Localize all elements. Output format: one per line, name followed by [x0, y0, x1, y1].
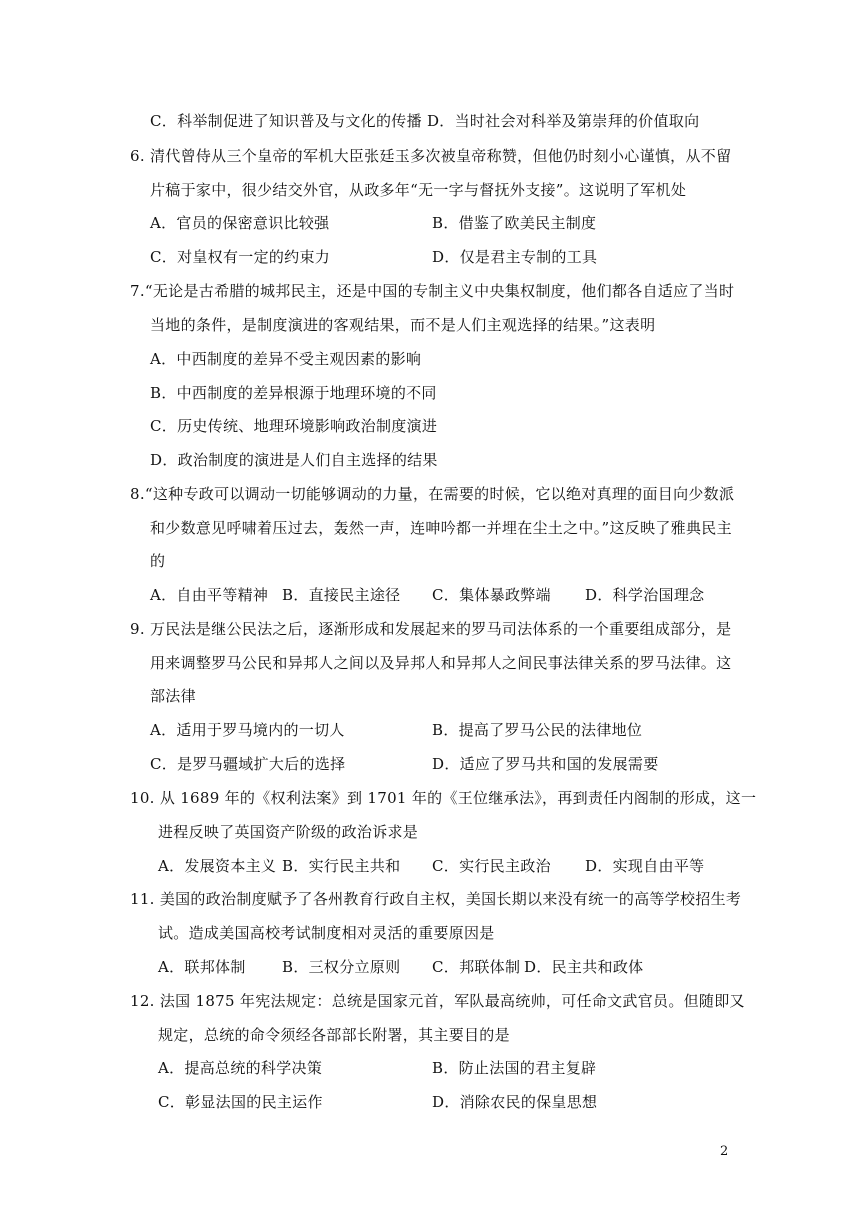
- q10-stem-line1: 10. 从 1689 年的《权利法案》到 1701 年的《王位继承法》，再到责任内阁制的形成，这一: [130, 789, 757, 807]
- q9-stem-line2: 用来调整罗马公民和异邦人之间以及异邦人和异邦人之间民事法律关系的罗马法律。这: [150, 654, 732, 672]
- q8-option-b: B．直接民主途径: [282, 586, 401, 604]
- q7-option-a: A．中西制度的差异不受主观因素的影响: [150, 350, 422, 368]
- q8-option-d: D．科学治国理念: [585, 586, 705, 604]
- q6-option-b: B．借鉴了欧美民主制度: [432, 214, 597, 232]
- q11-option-d: D．民主共和政体: [524, 958, 644, 976]
- q6-option-c: C．对皇权有一定的约束力: [150, 248, 331, 266]
- q12-option-b: B．防止法国的君主复辟: [432, 1059, 597, 1077]
- q10-option-b: B．实行民主共和: [282, 857, 401, 875]
- q11-option-b: B．三权分立原则: [282, 958, 401, 976]
- q8-stem-line1: 8.“这种专政可以调动一切能够调动的力量，在需要的时候，它以绝对真理的面目向少数派: [130, 485, 735, 503]
- q9-option-a: A．适用于罗马境内的一切人: [150, 721, 345, 739]
- q10-option-a: A．发展资本主义: [158, 857, 277, 875]
- q7-option-d: D．政治制度的演进是人们自主选择的结果: [150, 451, 438, 469]
- q7-stem-line2: 当地的条件，是制度演进的客观结果，而不是人们主观选择的结果。”这表明: [150, 316, 656, 334]
- q11-stem-line2: 试。造成美国高校考试制度相对灵活的重要原因是: [158, 924, 495, 942]
- q9-option-d: D．适应了罗马共和国的发展需要: [432, 755, 659, 773]
- q10-option-c: C．实行民主政治: [432, 857, 551, 875]
- q9-stem-line3: 部法律: [150, 687, 196, 705]
- q11-option-a: A．联邦体制: [158, 958, 246, 976]
- q12-option-a: A．提高总统的科学决策: [158, 1059, 323, 1077]
- q12-stem-line1: 12. 法国 1875 年宪法规定：总统是国家元首，军队最高统帅，可任命文武官员。但随即又: [130, 992, 745, 1010]
- q11-stem-line1: 11. 美国的政治制度赋予了各州教育行政自主权，美国长期以来没有统一的高等学校招生考: [130, 890, 742, 908]
- q6-option-a: A．官员的保密意识比较强: [150, 214, 330, 232]
- q9-option-b: B．提高了罗马公民的法律地位: [432, 721, 643, 739]
- q7-option-b: B．中西制度的差异根源于地理环境的不同: [150, 384, 437, 402]
- q6-option-d: D．仅是君主专制的工具: [432, 248, 598, 266]
- q6-stem-line2: 片稿于家中，很少结交外官，从政多年“无一字与督抚外支接”。这说明了军机处: [150, 181, 687, 199]
- q7-stem-line1: 7.“无论是古希腊的城邦民主，还是中国的专制主义中央集权制度，他们都各自适应了当时: [130, 282, 735, 300]
- q11-option-c: C．邦联体制: [432, 958, 521, 976]
- q9-stem-line1: 9. 万民法是继公民法之后，逐渐形成和发展起来的罗马司法体系的一个重要组成部分，是: [130, 620, 732, 638]
- q10-stem-line2: 进程反映了英国资产阶级的政治诉求是: [158, 823, 419, 841]
- q7-option-c: C．历史传统、地理环境影响政治制度演进: [150, 417, 438, 435]
- q8-option-a: A．自由平等精神: [150, 586, 269, 604]
- q12-option-c: C．彰显法国的民主运作: [158, 1093, 323, 1111]
- q8-stem-line3: 的: [150, 552, 166, 570]
- q8-stem-line2: 和少数意见呼啸着压过去，轰然一声，连呻吟都一并埋在尘土之中。”这反映了雅典民主: [150, 519, 732, 537]
- page-number: 2: [720, 1144, 729, 1159]
- q10-option-d: D．实现自由平等: [585, 857, 705, 875]
- q12-stem-line2: 规定，总统的命令须经各部部长附署，其主要目的是: [158, 1026, 510, 1044]
- q9-option-c: C．是罗马疆域扩大后的选择: [150, 755, 346, 773]
- q12-option-d: D．消除农民的保皇思想: [432, 1093, 598, 1111]
- q6-stem-line1: 6. 清代曾侍从三个皇帝的军机大臣张廷玉多次被皇帝称赞，但他仍时刻小心谨慎，从不留: [130, 147, 732, 165]
- q8-option-c: C．集体暴政弊端: [432, 586, 551, 604]
- q5-option-c: C．科举制促进了知识普及与文化的传播 D．当时社会对科举及第崇拜的价值取向: [150, 112, 700, 130]
